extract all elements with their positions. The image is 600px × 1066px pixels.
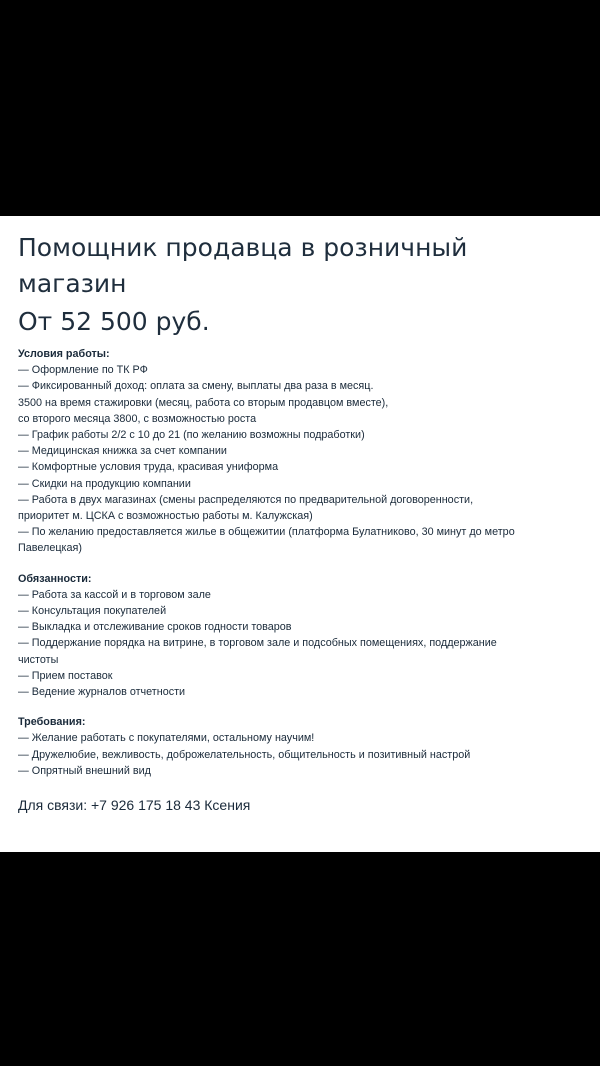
requirements-line: — Опрятный внешний вид (18, 764, 151, 777)
conditions-line: 3500 на время стажировки (месяц, работа со вторым продавцом вместе), (18, 396, 389, 409)
conditions-line: приоритет м. ЦСКА с возможностью работы м. Калужская) (18, 510, 313, 523)
job-posting-document (0, 216, 600, 852)
duties-section (18, 571, 582, 701)
contact-info: Для связи: +7 926 175 18 43 Ксения (18, 797, 251, 814)
duties-line: чистоты (18, 653, 59, 666)
conditions-line: — Комфортные условия труда, красивая униформа (18, 461, 279, 474)
job-title-line-2: магазин (18, 269, 127, 298)
section-title-duties: Обязанности: (18, 572, 92, 585)
requirements-line: — Желание работать с покупателями, остальному научим! (18, 732, 315, 745)
duties-line: — Поддержание порядка на витрине, в торговом зале и подсобных помещениях, поддержание (18, 637, 497, 650)
requirements-section (18, 714, 582, 779)
conditions-line: — Оформление по ТК РФ (18, 364, 148, 377)
duties-line: — Выкладка и отслеживание сроков годности товаров (18, 621, 292, 634)
section-title-conditions: Условия работы: (18, 348, 110, 360)
conditions-line: — Фиксированный доход: оплата за смену, выплаты два раза в месяц. (18, 380, 374, 393)
conditions-line: — График работы 2/2 с 10 до 21 (по желанию возможны подработки) (18, 429, 365, 442)
duties-line: — Работа за кассой и в торговом зале (18, 588, 211, 601)
conditions-line: — По желанию предоставляется жилье в общежитии (платформа Булатниково, 30 минут до метро (18, 526, 515, 539)
requirements-line: — Дружелюбие, вежливость, доброжелательность, общительность и позитивный настрой (18, 748, 471, 761)
duties-line: — Консультация покупателей (18, 605, 167, 618)
conditions-line: Павелецкая) (18, 542, 82, 555)
conditions-line: — Медицинская книжка за счет компании (18, 445, 227, 458)
job-title-line-1: Помощник продавца в розничный (18, 233, 468, 262)
job-title (18, 230, 582, 302)
section-title-requirements: Требования: (18, 716, 86, 729)
conditions-line: со второго месяца 3800, с возможностью роста (18, 412, 257, 425)
salary: От 52 500 руб. (18, 307, 210, 336)
duties-line: — Ведение журналов отчетности (18, 686, 186, 699)
conditions-section (18, 346, 582, 557)
conditions-line: — Скидки на продукцию компании (18, 477, 191, 490)
conditions-line: — Работа в двух магазинах (смены распределяются по предварительной договоренности, (18, 493, 474, 506)
duties-line: — Прием поставок (18, 669, 113, 682)
